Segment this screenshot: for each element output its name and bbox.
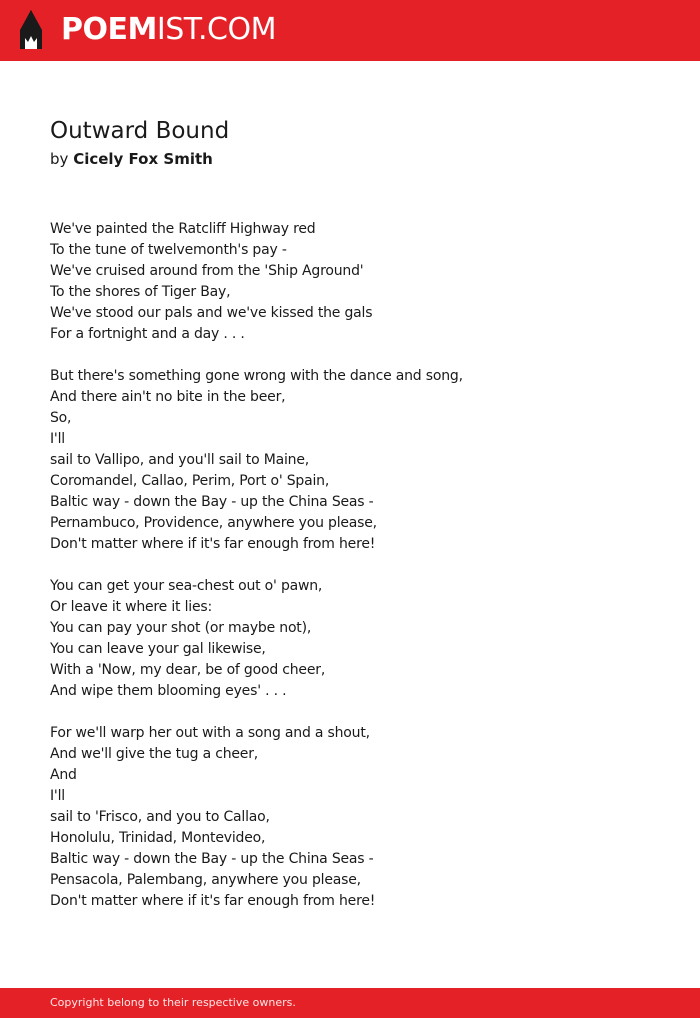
poem-line: Don't matter where if it's far enough from here! <box>50 893 376 909</box>
poem-stanza <box>50 366 650 555</box>
poem-line: sail to Vallipo, and you'll sail to Maine, <box>50 452 309 468</box>
site-logo[interactable] <box>17 8 276 52</box>
site-header <box>0 0 700 61</box>
copyright-text: Copyright belong to their respective owners. <box>50 996 296 1009</box>
poem-line: And <box>50 767 77 783</box>
poem-line: To the shores of Tiger Bay, <box>50 284 231 300</box>
poem-line: Honolulu, Trinidad, Montevideo, <box>50 830 266 846</box>
logo-text-light: IST.COM <box>156 12 276 47</box>
poem-line: I'll <box>50 788 65 804</box>
poem-line: With a 'Now, my dear, be of good cheer, <box>50 662 326 678</box>
poem-stanza <box>50 723 650 912</box>
poem-line: We've cruised around from the 'Ship Aground' <box>50 263 364 279</box>
byline <box>50 147 650 171</box>
poem-line: Baltic way - down the Bay - up the China Seas - <box>50 851 374 867</box>
author-name: Cicely Fox Smith <box>73 150 213 168</box>
poem-line: And wipe them blooming eyes' . . . <box>50 683 287 699</box>
poem-line: Or leave it where it lies: <box>50 599 212 615</box>
poem-line: And there ain't no bite in the beer, <box>50 389 286 405</box>
poem-line: Pernambuco, Providence, anywhere you please, <box>50 515 377 531</box>
poem-line: We've painted the Ratcliff Highway red <box>50 221 316 237</box>
logo-text <box>61 8 276 52</box>
site-footer <box>0 988 700 1018</box>
poem-line: To the tune of twelvemonth's pay - <box>50 242 287 258</box>
poem-body <box>50 219 650 933</box>
poem-line: You can leave your gal likewise, <box>50 641 266 657</box>
poem-stanza <box>50 219 650 345</box>
poem-line: And we'll give the tug a cheer, <box>50 746 259 762</box>
poem-heading <box>50 115 650 171</box>
poem-line: I'll <box>50 431 65 447</box>
poem-line: You can get your sea-chest out o' pawn, <box>50 578 323 594</box>
poem-line: For a fortnight and a day . . . <box>50 326 245 342</box>
poem-line: So, <box>50 410 72 426</box>
poem-line: Baltic way - down the Bay - up the China Seas - <box>50 494 374 510</box>
poem-line: We've stood our pals and we've kissed the gals <box>50 305 373 321</box>
logo-text-strong: POEM <box>61 12 157 47</box>
poem-line: Pensacola, Palembang, anywhere you please, <box>50 872 361 888</box>
poem-stanza <box>50 576 650 702</box>
poem-title: Outward Bound <box>50 118 230 144</box>
poem-line: But there's something gone wrong with the dance and song, <box>50 368 463 384</box>
pencil-icon <box>17 8 45 52</box>
poem-line: Coromandel, Callao, Perim, Port o' Spain, <box>50 473 330 489</box>
poem-line: You can pay your shot (or maybe not), <box>50 620 312 636</box>
poem-line: Don't matter where if it's far enough from here! <box>50 536 376 552</box>
poem-line: sail to 'Frisco, and you to Callao, <box>50 809 270 825</box>
byline-prefix: by <box>50 150 69 168</box>
poem-line: For we'll warp her out with a song and a shout, <box>50 725 370 741</box>
